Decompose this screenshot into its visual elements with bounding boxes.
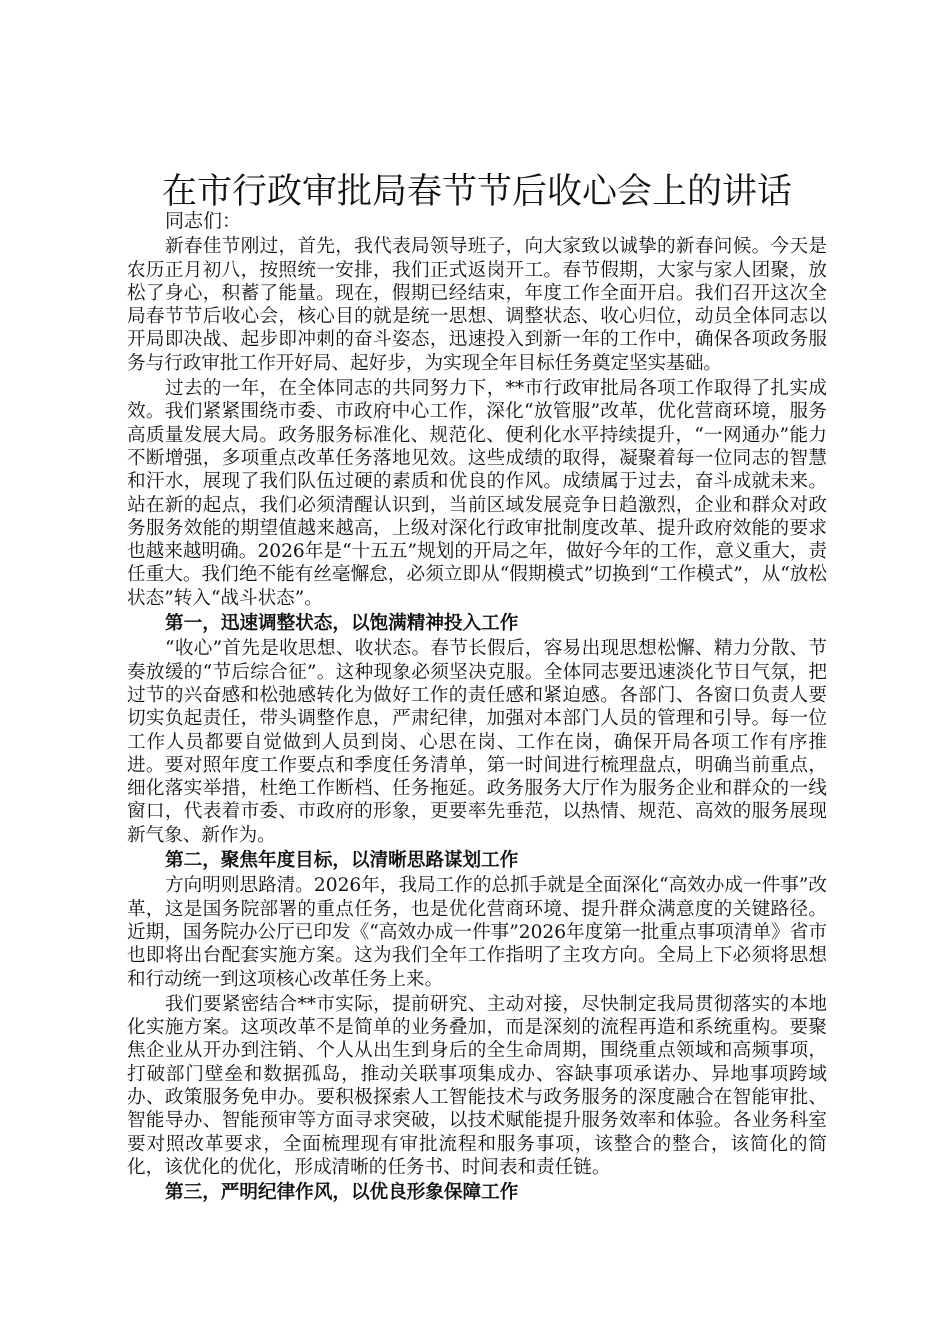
paragraph-review: 过去的一年，在全体同志的共同努力下，**市行政审批局各项工作取得了扎实成效。我们紧紧围绕市委、市政府中心工作，深化“放管服”改革，优化营商环境，服务高质量发展大局。政务服务标准化、规范化、便利化水平持续提升，“一网通办”能力不断增强，多项重点改革任务落地见效。这些成绩的取得，凝聚着每一位同志的智慧和汗水，展现了我们队伍过硬的素质和优良的作风。成绩属于过去，奋斗成就未来。站在新的起点，我们必须清醒认识到，当前区域发展竞争日趋激烈，企业和群众对政务服务效能的期望值越来越高，上级对深化行政审批制度改革、提升政府效能的要求也越来越明确。2026年是“十五五”规划的开局之年，做好今年的工作，意义重大，责任重大。我们绝不能有丝毫懈怠，必须立即从“假期模式”切换到“工作模式”，从“放松状态”转入“战斗状态”。 — [127, 378, 827, 609]
section-heading-1: 第一，迅速调整状态，以饱满精神投入工作 — [165, 613, 519, 635]
document-body — [127, 170, 827, 1206]
paragraph-section-2a: 方向明则思路清。2026年，我局工作的总抓手就是全面深化“高效办成一件事”改革，这是国务院部署的重点任务，也是优化营商环境、提升群众满意度的关键路径。近期，国务院办公厅已印发《“高效办成一件事”2026年度第一批重点事项清单》省市也即将出台配套实施方案。这为我们全年工作指明了主攻方向。全局上下必须将思想和行动统一到这项核心改革任务上来。 — [127, 875, 827, 990]
paragraph-section-1: “收心”首先是收思想、收状态。春节长假后，容易出现思想松懈、精力分散、节奏放缓的“节后综合征”。这种现象必须坚决克服。全体同志要迅速淡化节日气氛，把过节的兴奋感和松弛感转化为做好工作的责任感和紧迫感。各部门、各窗口负责人要切实负起责任，带头调整作息，严肃纪律，加强对本部门人员的管理和引导。每一位工作人员都要自觉做到人员到岗、心思在岗、工作在岗，确保开局各项工作有序推进。要对照年度工作要点和季度任务清单，第一时间进行梳理盘点，明确当前重点，细化落实举措，杜绝工作断档、任务拖延。政务服务大厅作为服务企业和群众的一线窗口，代表着市委、市政府的形象，更要率先垂范，以热情、规范、高效的服务展现新气象、新作为。 — [127, 638, 827, 846]
paragraph-opening: 新春佳节刚过，首先，我代表局领导班子，向大家致以诚挚的新春问候。今天是农历正月初八，按照统一安排，我们正式返岗开工。春节假期，大家与家人团聚，放松了身心，积蓄了能量。现在，假期已经结束，年度工作全面开启。我们召开这次全局春节节后收心会，核心目的就是统一思想、调整状态、收心归位，动员全体同志以开局即决战、起步即冲刺的奋斗姿态，迅速投入到新一年的工作中，确保各项政务服务与行政审批工作开好局、起好步，为实现全年目标任务奠定坚实基础。 — [127, 236, 827, 374]
section-heading-2: 第二，聚焦年度目标，以清晰思路谋划工作 — [165, 850, 519, 872]
section-heading-3: 第三，严明纪律作风，以优良形象保障工作 — [165, 1182, 519, 1204]
paragraph-section-2b: 我们要紧密结合**市实际，提前研究、主动对接，尽快制定我局贯彻落实的本地化实施方案。这项改革不是简单的业务叠加，而是深刻的流程再造和系统重构。要聚焦企业从开办到注销、个人从出生到身后的全生命周期，围绕重点领域和高频事项，打破部门壁垒和数据孤岛，推动关联事项集成办、容缺事项承诺办、异地事项跨域办、政策服务免申办。要积极探索人工智能技术与政务服务的深度融合在智能审批、智能导办、智能预审等方面寻求突破，以技术赋能提升服务效率和体验。各业务科室要对照改革要求，全面梳理现有审批流程和服务事项，该整合的整合，该简化的简化，该优化的优化，形成清晰的任务书、时间表和责任链。 — [127, 993, 827, 1178]
salutation: 同志们： — [165, 210, 242, 232]
document-title: 在市行政审批局春节节后收心会上的讲话 — [161, 172, 792, 212]
